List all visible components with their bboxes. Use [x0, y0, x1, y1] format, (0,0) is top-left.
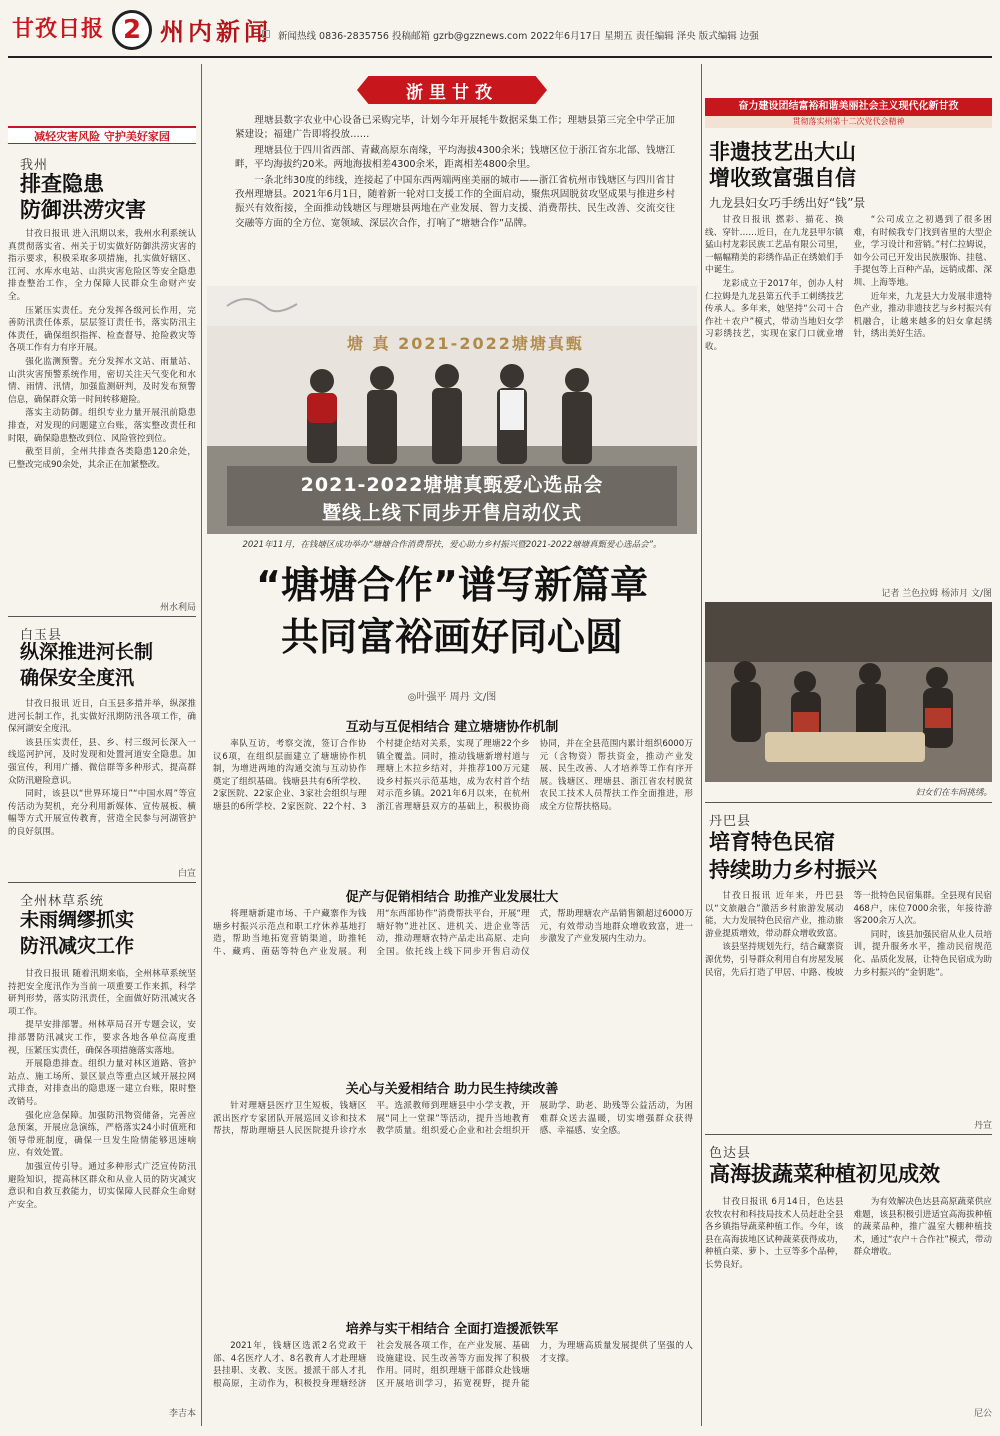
section-heading: 培养与实干相结合 全面打造援派铁军: [345, 1322, 559, 1337]
section-title: 州内新闻: [160, 18, 272, 46]
right-column: [705, 64, 992, 1426]
article-kicker: 白玉县: [20, 628, 63, 643]
article-byline: 白宣: [177, 869, 196, 879]
divider: [8, 882, 196, 883]
paragraph: 强化应急保障。加强防汛物资储备，完善应急预案，开展应急演练，严格落实24小时值班和领导带班制度，确保一旦发生险情能够迅速响应、有效处置。: [8, 1110, 196, 1159]
headline-line-1: “塘塘合作”谱写新篇章: [256, 563, 648, 607]
section-body: [213, 1100, 693, 1312]
paragraph: 该县压实责任，县、乡、村三级河长深入一线巡河护河，及时发现和处置河道安全隐患。加强宣传，利用广播、微信群等多种形式，提高群众防汛避险意识。: [8, 737, 196, 786]
embroidery-photo-illustration: [705, 602, 992, 782]
article-title-line-2: 持续助力乡村振兴: [709, 858, 877, 882]
paragraph: 落实主动防御。组织专业力量开展汛前隐患排查，对发现的问题建立台账，落实整改责任和时限，确保隐患整改到位、风险管控到位。: [8, 408, 196, 444]
article-title: 高海拔蔬菜种植初见成效: [709, 1162, 940, 1186]
paragraph: 开展隐患排查。组织力量对林区道路、管护站点、施工场所、景区景点等重点区域开展拉网式排查，对排查出的隐患逐一建立台账，限时整改销号。: [8, 1059, 196, 1107]
paragraph: 率队互访，考察交流，签订合作协议6项，在组织层面建立了塘塘协作机制，为增进两地的沟通交流与互动协作奠定了组织基础。钱塘县共有6所学校、2家医院、22家企业、3家社会组织与理塘县的6所学校、2家医院、22个村、3个村捷企结对关系，实现了理塘22个乡镇全覆盖。同时，推动钱塘新增村道与理塘上木拉乡结对，并推荐100万元建设乡村振兴示范基地，成为农村首个结对示范乡镇。2021年6月以来，在杭州浙江省理塘县双方的基础上，积极协商协同，并在全县范围内累计组织6000万元（含物资）帮扶资金，推动产业发展、民生改善、人才培养等工作有序开展。钱塘区、理塘县、浙江省农村脱贫农民工技术人员帮扶工作全面推进，形成全方位帮扶格局。: [213, 739, 693, 812]
section-heading: 促产与促销相结合 助推产业发展壮大: [345, 890, 559, 905]
article-body: [705, 214, 992, 584]
paragraph: 龙彩成立于2017年，创办人村仁拉姆是九龙县第五代手工刺绣技艺传承人。多年来，她坚持“公司＋合作社＋农户”模式，带动当地妇女学习彩绣技艺，实现在家门口就业增收。: [705, 278, 844, 352]
page-number: 2: [112, 10, 152, 50]
right-banner-sub: 贯彻落实州第十二次党代会精神: [705, 116, 992, 128]
article-body: [8, 228, 196, 600]
divider: [705, 802, 992, 803]
article-body: [8, 698, 196, 860]
embroidery-photo: [705, 602, 992, 782]
paragraph: 甘孜日报讯 近日，白玉县多措并举，纵深推进河长制工作，扎实做好汛期防汛各项工作，确保河湖安全度汛。: [8, 699, 196, 735]
paragraph: 甘孜日报讯 进入汛期以来，我州水利系统认真贯彻落实省、州关于切实做好防御洪涝灾害的指示要求，积极采取多项措施，扎实做好辖区、江河、水库水电站、山洪灾害危险区等安全隐患排查整治工作，全力保障人民群众生命财产安全。: [8, 229, 196, 302]
masthead-meta: 新闻热线 0836-2835756 投稿邮箱 gzrb@gzznews.com 2022年6月17日 星期五 责任编辑 泽央 版式编辑 边强: [278, 31, 759, 42]
article-byline: 尼公: [973, 1409, 992, 1419]
section-body: [213, 1340, 693, 1424]
section-body: [213, 908, 693, 1074]
paragraph: 甘孜日报讯 撚彩、描花、换线、穿针……近日，在九龙县甲尔镇猛山村龙彩民族工艺品有限公司里，一幅幅精美的彩绣作品正在绣娘们手中诞生。: [705, 215, 844, 276]
article-kicker: 我州: [20, 158, 49, 173]
paragraph: 提早安排部署。州林草局召开专题会议，安排部署防汛减灾工作，要求各地各单位高度重视，压紧压实责任，确保各项措施落实落地。: [8, 1020, 196, 1056]
paragraph: 将理塘新建市场、千户藏寨作为钱塘乡村振兴示范点和职工疗休养基地打造，帮助当地拓宽营销渠道，助推牦牛、藏鸡、菌菇等特色产业发展。利用“东西部协作”消费帮扶平台，开展“理塘好物”进社区、进机关、进企业等活动，推动理塘农特产品走出高原、走向全国。依托线上线下同步开售启动仪式，帮助理塘农产品销售额超过6000万元，有效带动当地群众增收致富，进一步激发了产业发展内生动力。: [213, 909, 693, 957]
left-banner: 减轻灾害风险 守护美好家园: [8, 126, 196, 144]
article-body: [705, 890, 992, 1116]
feature-banner: 浙里甘孜: [406, 83, 498, 103]
article-body: [8, 968, 196, 1404]
photo-backdrop-title: 塘 真 2021-2022塘塘真甄: [347, 334, 584, 353]
article-title-line-2: 增收致富强自信: [709, 166, 856, 190]
photo-backdrop-line-1: 2021-2022塘塘真甄爱心选品会: [300, 474, 604, 496]
paragraph: 强化监测预警。充分发挥水文站、雨量站、山洪灾害预警系统作用，密切关注天气变化和水情、雨情、汛情，加强监测研判，及时发布预警信息，确保群众第一时间转移避险。: [8, 356, 196, 405]
paragraph: 加强宣传引导。通过多种形式广泛宣传防汛避险知识，提高林区群众和从业人员的防灾减灾意识和自救互救能力，切实保障人民群众生命财产安全。: [8, 1161, 196, 1210]
paragraph: 一条北纬30度的纬线，连接起了中国东西两端两座美丽的城市——浙江省杭州市钱塘区与四川省甘孜州理塘县。2021年6月1日，随着新一轮对口支援工作的全面启动，聚焦巩固脱贫攻坚成果与推进乡村振兴有效衔接，全面推动钱塘区与理塘县两地在产业发展、智力支援、消费帮扶、民生改善、交流交往交融等方面的全方位、宽领域、深层次合作，打响了“塘塘合作”品牌。: [235, 174, 675, 229]
paragraph: 截至目前，全州共排查各类隐患120余处，已整改完成90余处，其余正在加紧整改。: [8, 447, 196, 470]
headline-byline: ◎叶强平 周丹 文/图: [407, 692, 497, 703]
masthead: [0, 0, 1000, 58]
column-divider: [701, 64, 702, 1426]
article-title-line-2: 防汛减灾工作: [20, 935, 135, 957]
masthead-rule: [8, 56, 992, 58]
article-title-line-1: 未雨绸缪抓实: [20, 909, 135, 931]
divider: [705, 1134, 992, 1135]
divider: [8, 616, 196, 617]
article-byline: 州水利局: [159, 603, 196, 613]
section-body: [213, 738, 693, 882]
event-photo: [207, 286, 697, 534]
photo-caption: 2021年11月，在钱塘区成功举办“塘塘合作消费帮扶，爱心助力乡村振兴暨2021-2022塘塘真甄爱心选品会”。: [242, 540, 662, 550]
article-title-line-1: 排查隐患: [20, 172, 104, 196]
paragraph: 为有效解决色达县高原蔬菜供应难题，该县积极引进适宜高海拔种植的蔬菜品种，推广温室大棚种植技术，通过“农户＋合作社”模式，带动群众增收。: [853, 1197, 992, 1258]
article-subtitle: 九龙县妇女巧手绣出好“钱”景: [709, 196, 866, 210]
column-divider: [201, 64, 202, 1426]
photo-backdrop-line-2: 暨线上线下同步开售启动仪式: [321, 502, 582, 524]
paragraph: 理塘县数字农业中心设备已采购完毕，计划今年开展牦牛数据采集工作；理塘县第三完全中学正加紧建设；福建广告即将投放……: [235, 115, 675, 141]
headline-line-2: 共同富裕画好同心圆: [280, 615, 623, 659]
paragraph: 甘孜日报讯 6月14日，色达县农牧农村和科技局技术人员赶赴全县各乡镇指导蔬菜种植工作。今年，该县在高海拔地区试种蔬菜获得成功，种植白菜、萝卜、土豆等多个品种，长势良好。: [705, 1197, 844, 1270]
feature-intro: [235, 114, 675, 314]
paragraph: 针对理塘县医疗卫生短板，钱塘区派出医疗专家团队开展巡回义诊和技术帮扶，帮助理塘县人民医院提升诊疗水平。选派教师到理塘县中小学支教，开展“同上一堂课”等活动，提升当地教育教学质量。组织爱心企业和社会组织开展助学、助老、助残等公益活动，为困难群众送去温暖，切实增强群众获得感、幸福感、安全感。: [213, 1101, 693, 1137]
newspaper-logo: 甘孜日报: [12, 16, 105, 42]
article-byline: 李吉本: [168, 1409, 196, 1419]
paragraph: 该县坚持规划先行，结合藏寨资源优势，引导群众利用自有房屋发展民宿，先后打造了甲居、中路、梭坡等一批特色民宿集群。全县现有民宿468户，床位7000余张，年接待游客200余万人次。: [705, 891, 992, 978]
article-byline: 记者 兰色拉姆 杨沛月 文/图: [881, 589, 992, 599]
paragraph: 同时，该县加强民宿从业人员培训，提升服务水平，推动民宿规范化、品质化发展，让特色民宿成为助力乡村振兴的“金钥匙”。: [853, 929, 992, 978]
article-title-line-1: 培育特色民宿: [709, 830, 835, 854]
middle-column: [207, 64, 697, 1426]
left-column: [8, 64, 196, 1426]
article-title-line-1: 非遗技艺出大山: [709, 140, 856, 164]
section-heading: 关心与关爱相结合 助力民生持续改善: [345, 1082, 559, 1097]
paragraph: 理塘县位于四川省西部、青藏高原东南缘，平均海拔4300余米；钱塘区位于浙江省东北部、钱塘江畔，平均海拔约20米。两地海拔相差4300余米，距离相差4800余里。: [235, 144, 675, 171]
section-heading: 互动与互促相结合 建立塘塘协作机制: [345, 720, 559, 735]
paragraph: 甘孜日报讯 近年来，丹巴县以“文旅融合”激活乡村旅游发展动能，大力发展特色民宿产业，推动旅游业提质增效，带动群众增收致富。: [705, 891, 844, 939]
paragraph: 同时，该县以“世界环境日”“中国水周”等宣传活动为契机，充分利用新媒体、宣传展板、横幅等方式开展宣传教育，营造全民参与河湖管护的良好氛围。: [8, 789, 196, 837]
article-kicker: 全州林草系统: [20, 894, 105, 909]
paragraph: 甘孜日报讯 随着汛期来临，全州林草系统坚持把安全度汛作为当前一项重要工作来抓，科学研判形势，落实防汛责任，全面做好防汛减灾各项工作。: [8, 969, 196, 1017]
paragraph: “公司成立之初遇到了很多困难，有时候我专门找到省里的大型企业，学习设计和营销。”村仁拉姆说，如今公司已开发出民族服饰、挂毯、手提包等上百种产品，远销成都、深圳、上海等地。: [853, 215, 992, 288]
article-title-line-2: 确保安全度汛: [20, 667, 135, 689]
article-title-line-2: 防御洪涝灾害: [20, 198, 146, 222]
article-kicker: 丹巴县: [709, 814, 752, 829]
paragraph: 2021年，钱塘区选派2名党政干部、4名医疗人才、8名教育人才赴理塘县挂职、支教、支医。援派干部人才扎根高原，主动作为，积极投身理塘经济社会发展各项工作，在产业发展、基础设施建设、民生改善等方面发挥了积极作用。同时，组织理塘干部群众赴钱塘区开展培训学习，拓宽视野，提升能力，为理塘高质量发展提供了坚强的人才支撑。: [213, 1341, 693, 1389]
paragraph: 近年来，九龙县大力发展非遗特色产业，推动非遗技艺与乡村振兴有机融合，让越来越多的妇女拿起绣针，绣出美好生活。: [853, 291, 992, 340]
photo-caption: 妇女们在车间挑绣。: [915, 788, 992, 798]
right-banner: 奋力建设团结富裕和谐美丽社会主义现代化新甘孜: [705, 98, 992, 116]
article-byline: 丹宣: [973, 1121, 992, 1131]
article-title-line-1: 纵深推进河长制: [20, 641, 154, 663]
article-body: [705, 1196, 992, 1404]
article-kicker: 色达县: [709, 1146, 752, 1161]
paragraph: 压紧压实责任。充分发挥各级河长作用，完善防汛责任体系，层层签订责任书，落实防汛主体责任，确保组织指挥、检查督导、抢险救灾等各项工作有力有序开展。: [8, 305, 196, 354]
decor-square-icon: [262, 30, 270, 38]
